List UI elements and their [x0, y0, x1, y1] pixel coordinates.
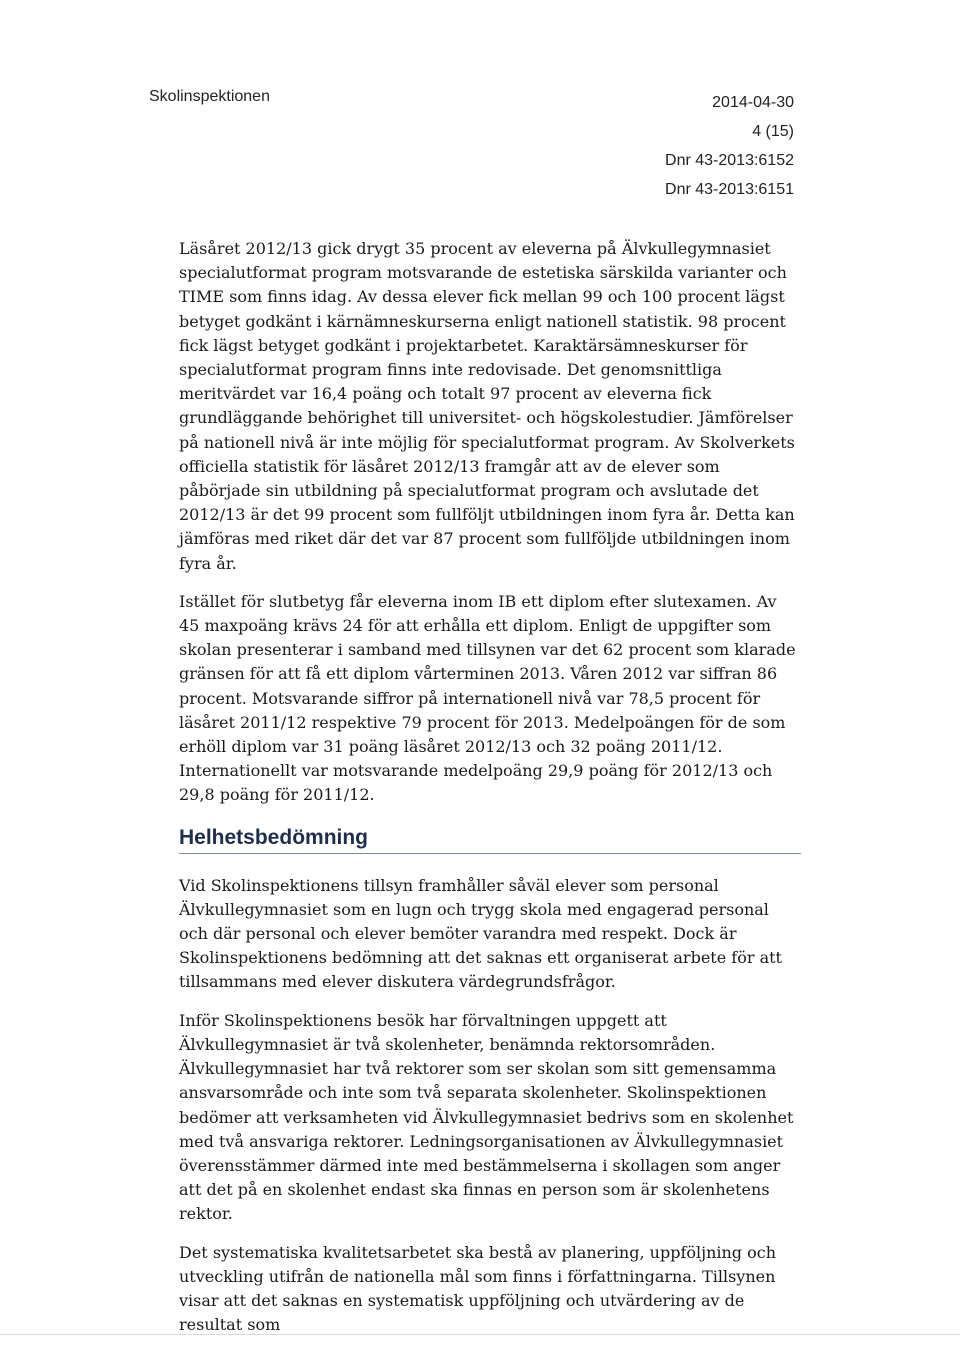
paragraph-quality-work: Det systematiska kvalitetsarbetet ska bestå av planering, uppföljning och utveckling utifrån de nationella mål som finns i författningarna. Tillsynen visar att det saknas en systematisk uppföljning och utvärdering av de resultat som: [179, 1242, 777, 1335]
paragraph-results-ib: Istället för slutbetyg får eleverna inom IB ett diplom efter slutexamen. Av 45 maxpoäng krävs 24 för att erhålla ett diplom. Enligt de uppgifter som skolan presenterar i samband med tillsynen var det 62 procent som klarade gränsen för att få ett diplom vårterminen 2013. Våren 2012 var siffran 86 procent. Motsvarande siffror på internationell nivå var 78,5 procent för läsåret 2011/12 respektive 79 procent för 2013. Medelpoängen för de som erhöll diplom var 31 poäng läsåret 2012/13 och 32 poäng 2011/12. Internationellt var motsvarande medelpoäng 29,9 poäng för 2012/13 och 29,8 poäng för 2011/12.: [179, 591, 796, 805]
page-number: 4 (15): [752, 123, 794, 140]
paragraph-results-specialutformat: Läsåret 2012/13 gick drygt 35 procent av eleverna på Älvkullegymnasiet specialutformat program motsvarande de estetiska särskilda varianter och TIME som finns idag. Av dessa elever fick mellan 99 och 100 procent lägst betyget godkänt i kärnämneskurserna enligt nationell statistik. 98 procent fick lägst betyget godkänt i projektarbetet. Karaktärsämneskurser för specialutformat program finns inte redovisade. Det genomsnittliga meritvärdet var 16,4 poäng och totalt 97 procent av eleverna fick grundläggande behörighet till universitet- och högskolestudier. Jämförelser på nationell nivå är inte möjlig för specialutformat program. Av Skolverkets officiella statistik för läsåret 2012/13 framgår att av de elever som påbörjade sin utbildning på specialutformat program och avslutade det 2012/13 är det 99 procent som fullföljt utbildningen inom fyra år. Detta kan jämföras med riket där det var 87 procent som fullföljde utbildningen inom fyra år.: [179, 239, 795, 573]
paragraph-school-units: Inför Skolinspektionens besök har förvaltningen uppgett att Älvkullegymnasiet är två skolenheter, benämnda rektorsområden. Älvkullegymnasiet har två rektorer som ser skolan som sitt gemensamma ansvarsområde och inte som två separata skolenheter. Skolinspektionen bedömer att verksamheten vid Älvkullegymnasiet bedrivs som en skolenhet med två ansvariga rektorer. Ledningsorganisationen av Älvkullegymnasiet överensstämmer därmed inte med bestämmelserna i skollagen som anger att det på en skolenhet endast ska finnas en person som är skolenhetens rektor.: [179, 1010, 794, 1224]
section-heading: Helhetsbedömning: [179, 824, 801, 854]
document-meta: [665, 88, 794, 204]
paragraph-school-climate: Vid Skolinspektionens tillsyn framhåller såväl elever som personal Älvkullegymnasiet som en lugn och trygg skola med engagerad personal och där personal och elever bemöter varandra med respekt. Dock är Skolinspektionens bedömning att det saknas ett organiserat arbete för att tillsammans med elever diskutera värdegrundsfrågor.: [179, 875, 782, 992]
organization-name: Skolinspektionen: [149, 88, 270, 105]
diary-number-2: Dnr 43-2013:6151: [665, 181, 794, 198]
document-date: 2014-04-30: [712, 94, 794, 111]
diary-number-1: Dnr 43-2013:6152: [665, 152, 794, 169]
document-body: [179, 237, 801, 1351]
footer-divider: [0, 1334, 960, 1335]
